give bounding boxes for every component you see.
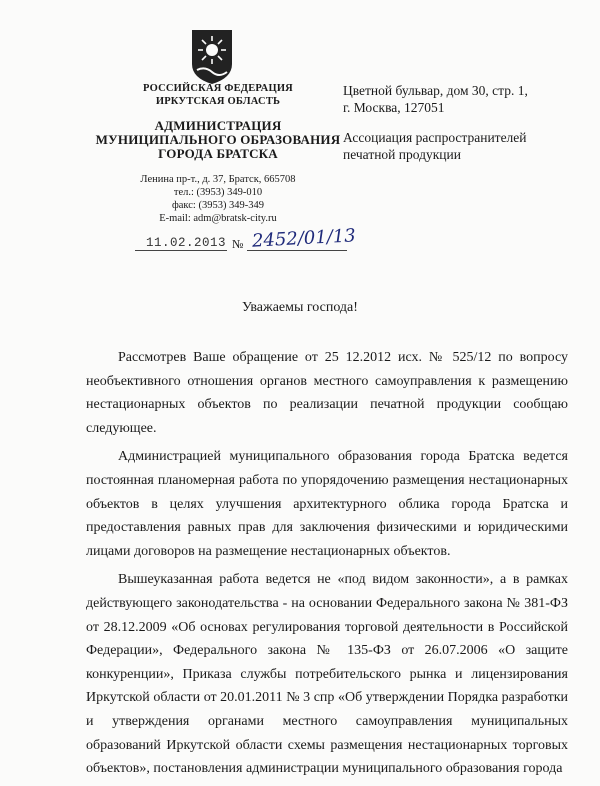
sender-address: Ленина пр-т., д. 37, Братск, 665708 (140, 174, 296, 185)
recipient-org-line2: печатной продукции (343, 147, 461, 162)
recipient-city: г. Москва, 127051 (343, 100, 445, 115)
sender-org-line3: ГОРОДА БРАТСКА (158, 146, 278, 161)
letter-body (86, 346, 568, 786)
sender-org-line1: АДМИНИСТРАЦИЯ (154, 118, 282, 133)
recipient-org-line1: Ассоциация распространителей (343, 130, 527, 145)
date-underline (135, 250, 227, 251)
sender-region: ИРКУТСКАЯ ОБЛАСТЬ (155, 96, 281, 107)
number-sign: № (232, 237, 244, 251)
city-coat-of-arms-icon (189, 28, 235, 86)
sender-org-line2: МУНИЦИПАЛЬНОГО ОБРАЗОВАНИЯ (95, 132, 341, 147)
sender-fax: факс: (3953) 349-349 (171, 200, 265, 211)
sender-email: E-mail: adm@bratsk-city.ru (159, 213, 277, 224)
body-paragraph: Рассмотрев Ваше обращение от 25 12.2012 исх. № 525/12 по вопросу необъективного отношения органов местного самоуправления к размещению нестационарных объектов по реализации печатной продукции сообщаю следующее. (86, 350, 568, 436)
salutation: Уважаемы господа! (242, 300, 358, 315)
sender-phone: тел.: (3953) 349-010 (173, 187, 263, 198)
letter-date-stamp: 11.02.2013 (146, 236, 227, 250)
sender-country: РОССИЙСКАЯ ФЕДЕРАЦИЯ (143, 83, 293, 94)
recipient-street: Цветной бульвар, дом 30, стр. 1, (343, 83, 528, 98)
letter-number-handwritten: 2452/01/13 (251, 225, 357, 252)
body-paragraph: Администрацией муниципального образования города Братска ведется постоянная планомерная работа по упорядочению размещения нестационарных объектов в целях улучшения архитектурного облика города Братска и предоставления равных прав для заключения физическими и юридическими лицами договоров на размещение нестационарных объектов. (86, 449, 568, 559)
body-paragraph: Вышеуказанная работа ведется не «под видом законности», а в рамках действующего законодательства - на основании Федерального закона № 381-ФЗ от 28.12.2009 «Об основах регулирования торговой деятельности в Российской Федерации», Федерального закона № 135-ФЗ от 26.07.2006 «О защите конкуренции», Приказа службы потребительского рынка и лицензирования Иркутской области от 20.01.2011 № 3 спр «Об утверждении Порядка разработки и утверждения органами местного самоуправления муниципальных образований Иркутской области схемы размещения нестационарных торговых объектов», постановления администрации муниципального образования города (86, 572, 568, 777)
